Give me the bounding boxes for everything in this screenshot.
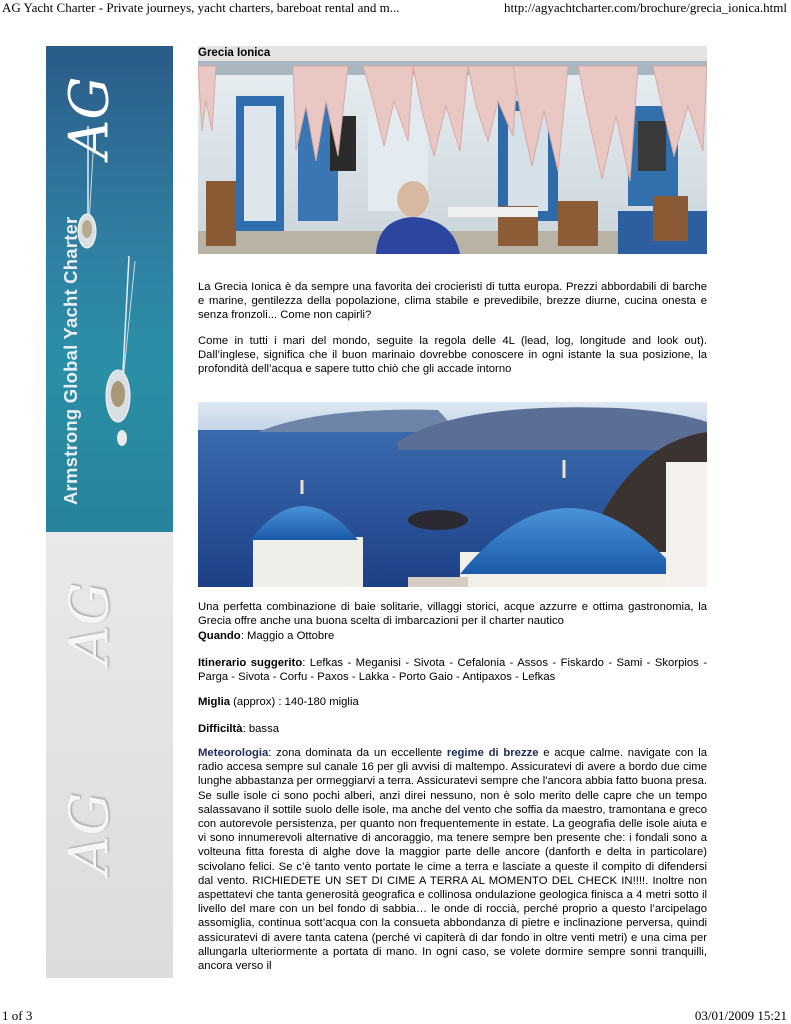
- itinerary-label: Itinerario suggerito: [198, 657, 303, 669]
- page-title: Grecia Ionica: [198, 46, 707, 61]
- intro-paragraph-1: La Grecia Ionica è da sempre una favorita dei crocieristi di tutta europa. Prezzi abbordabili di barche e marine, gentilezza della popolazione, clima stabile e prevedibile, brezze diurne, cucina onesta e senza fronzoli... Come non capirli?: [198, 281, 707, 322]
- when-value: : Maggio a Ottobre: [240, 630, 335, 642]
- weather-paragraph: [198, 746, 707, 976]
- summary-paragraph: Una perfetta combinazione di baie solitarie, villaggi storici, acque azzurre e ottima gastronomia, la Grecia offre anche una buona scelta di imbarcazioni per il charter nautico: [198, 601, 707, 628]
- sidebar-gray-panel: [46, 532, 173, 978]
- print-header-url: http://agyachtcharter.com/brochure/grecia_ionica.html: [504, 0, 787, 15]
- content-area: [198, 46, 707, 61]
- brand-vertical-text: Armstrong Global Yacht Charter: [60, 216, 81, 505]
- intro-paragraph-2: Come in tutti i mari del mondo, seguite la regola delle 4L (lead, log, longitude and look out). Dall’inglese, significa che il buon marinaio dovrebbe conoscere in ogni istante la sua posizione, la profondità dell’acqua e sapere tutto chiò che gli accade intorno: [198, 335, 707, 376]
- when-label: Quando: [198, 630, 241, 642]
- miles-label: Miglia: [198, 696, 231, 708]
- santorini-illustration: [198, 402, 707, 587]
- weather-highlight: regime di brezze: [446, 747, 539, 759]
- print-header-title: AG Yacht Charter - Private journeys, yacht charters, bareboat rental and m...: [2, 0, 400, 15]
- itinerary-value: : Lefkas - Meganisi - Sivota - Cefalonia - Assos - Fiskardo - Sami - Skorpios - Parga - Sivota - Corfu - Paxos - Lakka - Porto Gaio - Antipaxos - Lefkas: [198, 657, 707, 684]
- ag-logo-watermark: AG: [57, 792, 121, 875]
- ag-logo: AG: [57, 76, 121, 159]
- taverna-photo: [198, 61, 707, 254]
- weather-text-a: : zona dominata da un eccellente: [268, 747, 447, 759]
- difficulty-label: Difficiltà: [198, 723, 243, 735]
- difficulty-line: [198, 722, 707, 736]
- print-footer-page: 1 of 3: [2, 1008, 33, 1023]
- ag-logo-watermark: AG: [57, 582, 121, 665]
- itinerary-paragraph: [198, 656, 707, 684]
- miles-value: (approx) : 140-180 miglia: [230, 696, 359, 708]
- santorini-photo: [198, 402, 707, 587]
- print-footer-datetime: 03/01/2009 15:21: [694, 1008, 787, 1023]
- when-line: [198, 629, 707, 643]
- miles-line: [198, 695, 707, 709]
- weather-label: Meteorologia: [198, 747, 269, 759]
- difficulty-value: : bassa: [242, 723, 280, 735]
- taverna-illustration: [198, 61, 707, 254]
- weather-text-c: e acque calme. navigate con la radio accesa sempre sul canale 16 per gli avvisi di maltempo. Assicuratevi di avere a bordo due cime lunghe abbastanza per ormeggiarvi a terra. Assicuratevi sempre che l'ancora abbia fatto buona presa. Se sulle isole ci sono pochi alberi, anzi direi nessuno, non è solo merito delle capre che un tempo salassavano il sottile suolo delle isole, ma anche del vento che soffia da maestro, tramontana e greco con autorevole persistenza, per quanto non frequentemente in estate. La geografia delle isole aiuta e vi sono innumerevoli alternative di ancoraggio, ma tenere sempre ben presente che: i fondali sono a volteuna fitta foresta di alghe dove la maggior parte delle ancore (danforth e delta in particolare) scivolano felici. Se c’è tanto vento portate le cime a terra e lasciate a queste il compito di difendersi dal vento. RICHIEDETE UN SET DI CIME A TERRA AL MOMENTO DEL CHECK IN!!!!. Inoltre non aspettatevi che tanta generosità geografica e collinosa ondulazione geologica finisca a 4 metri sotto il livello del mare con un bel fondo di sabbia… le onde di roccià, perché proprio a questo l’arcipelago assomiglia, continua sott’acqua con la consueta abbondanza di pietre e inclinazione perversa, quindi assicuratevi di avere tanta catena (perché vi capiterà di dar fondo in oltre venti metri) e una cima per allungarla ulteriormente a portata di mano. In ogni caso, se volete dormire sempre sonni tranquilli, ancora verso il: [198, 747, 707, 973]
